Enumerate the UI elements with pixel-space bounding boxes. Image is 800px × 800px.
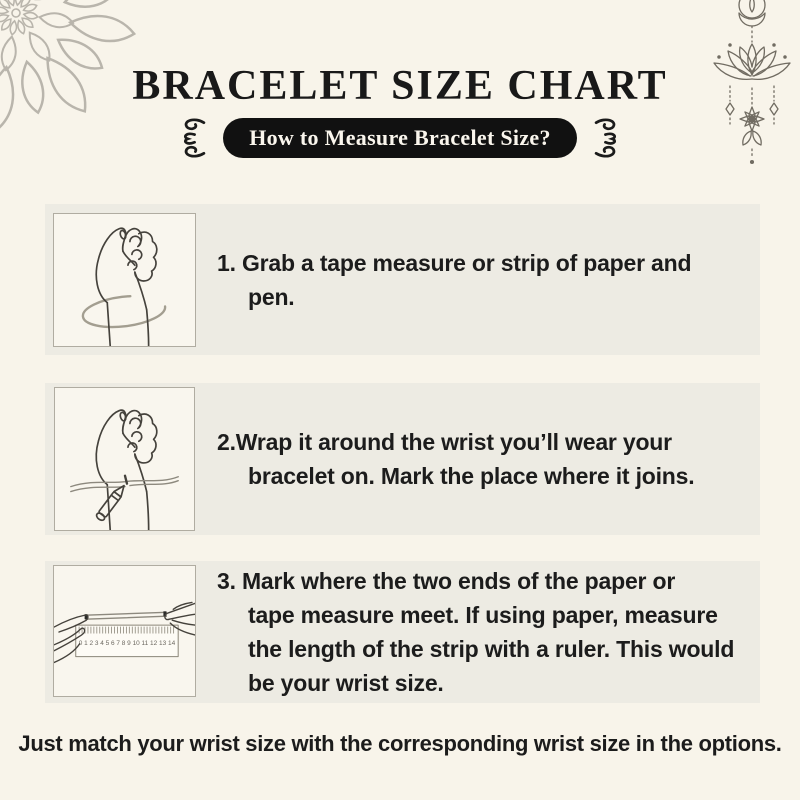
step-1-illustration bbox=[53, 213, 196, 347]
flourish-right-icon bbox=[591, 116, 625, 160]
hands-holding-strip-over-ruler-icon bbox=[54, 566, 195, 696]
badge-row bbox=[0, 114, 800, 162]
footer-note: Just match your wrist size with the corresponding wrist size in the options. bbox=[18, 731, 782, 756]
step-3-illustration bbox=[53, 565, 196, 697]
step-2-text bbox=[217, 383, 754, 535]
step-text-line: 2.Wrap it around the wrist you’ll wear your bbox=[217, 429, 672, 455]
page-title: BRACELET SIZE CHART bbox=[132, 63, 668, 109]
step-2-panel bbox=[45, 383, 760, 535]
step-text-line: tape measure meet. If using paper, measure bbox=[248, 602, 718, 628]
step-1-text bbox=[217, 204, 754, 355]
step-1-panel bbox=[45, 204, 760, 355]
how-to-measure-badge: How to Measure Bracelet Size? bbox=[223, 118, 577, 158]
step-text-line: 3. Mark where the two ends of the paper or bbox=[217, 568, 676, 594]
step-text-line: 1. Grab a tape measure or strip of paper and bbox=[217, 249, 692, 276]
step-2-illustration bbox=[54, 387, 195, 531]
step-3-text bbox=[217, 561, 754, 703]
step-text-line: the length of the strip with a ruler. This would bbox=[248, 636, 735, 662]
step-text-line: pen. bbox=[248, 283, 295, 310]
step-text-line: bracelet on. Mark the place where it joins. bbox=[248, 463, 695, 489]
ruler-numbers: 0 1 2 3 4 5 6 7 8 9 10 11 12 13 14 bbox=[78, 639, 176, 647]
step-text-line: be your wrist size. bbox=[248, 670, 444, 696]
fist-with-tape-loop-icon bbox=[54, 214, 195, 346]
flourish-left-icon bbox=[175, 116, 209, 160]
step-3-panel bbox=[45, 561, 760, 703]
fist-with-pen-marking-wrist-icon bbox=[55, 388, 194, 530]
